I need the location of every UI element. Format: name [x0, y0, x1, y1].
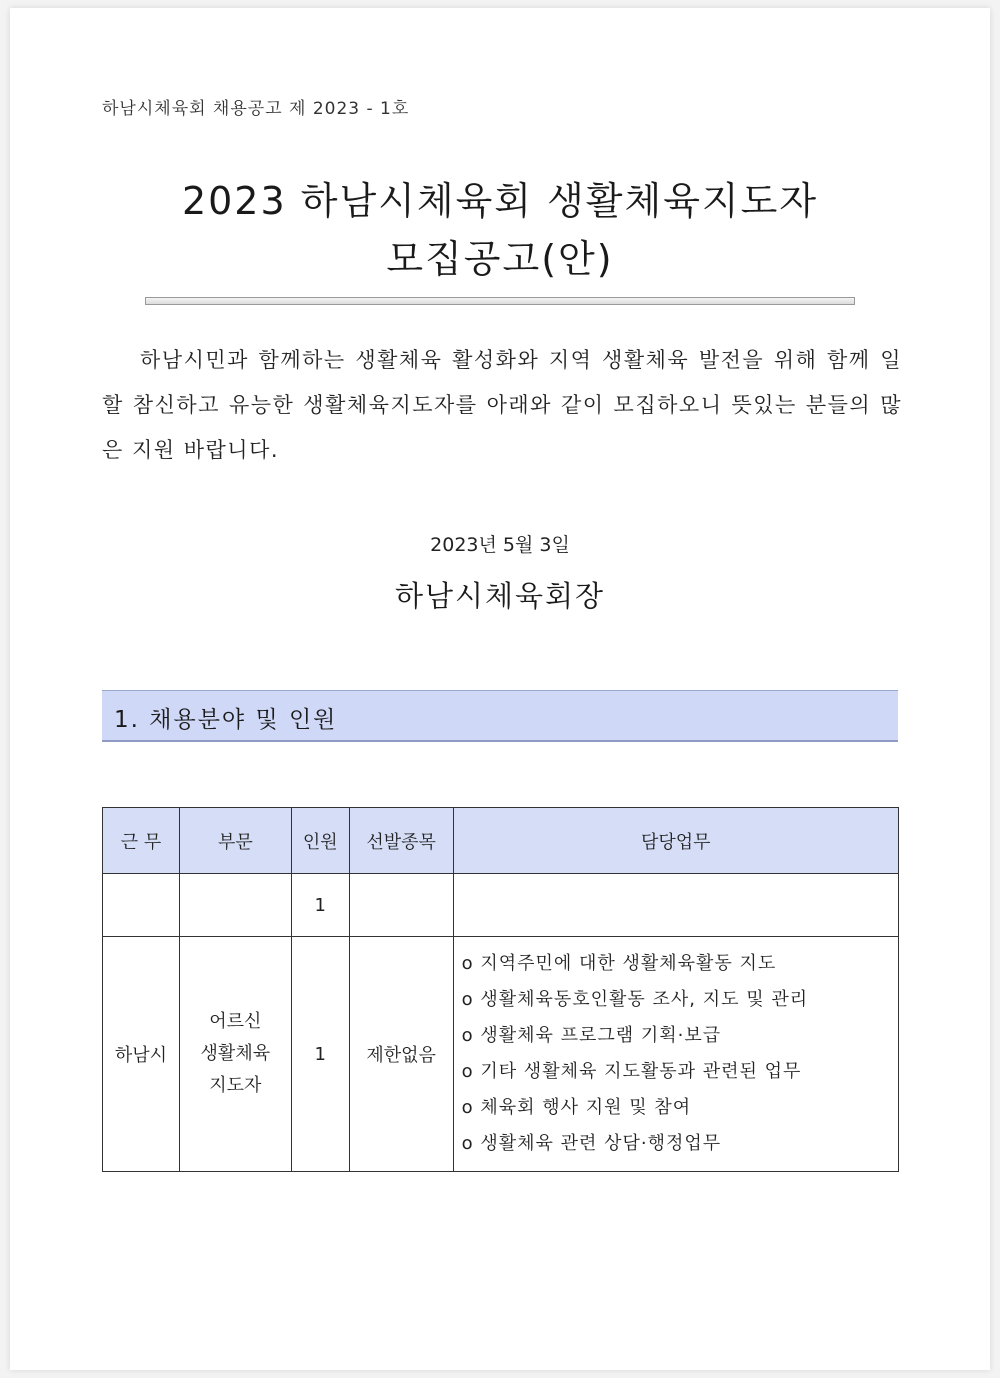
document-title-line1: 2023 하남시체육회 생활체육지도자: [181, 179, 819, 223]
duty-list: [462, 946, 898, 1162]
header-location: 근 무: [103, 808, 180, 874]
cell-count: 1: [291, 937, 349, 1172]
announcement-date: 2023년 5월 3일: [430, 534, 570, 556]
duty-item: o 생활체육동호인활동 조사, 지도 및 관리: [461, 989, 809, 1010]
department-line: 어르신: [209, 1011, 262, 1032]
cell-location: [103, 874, 180, 937]
header-duties: 담당업무: [453, 808, 898, 874]
cell-event: [349, 874, 453, 937]
department-line: 지도자: [209, 1075, 262, 1096]
table-header-row: [103, 808, 899, 874]
intro-paragraph: 하남시민과 함께하는 생활체육 활성화와 지역 생활체육 발전을 위해 함께 일할 참신하고 유능한 생활체육지도자를 아래와 같이 모집하오니 뜻있는 분들의 많은 지원 바랍니다.: [102, 348, 902, 462]
cell-location: 하남시: [103, 937, 180, 1172]
duty-item: o 생활체육 프로그램 기획·보급: [461, 1025, 722, 1046]
document-title-line2: 모집공고(안): [386, 237, 614, 281]
header-event: 선발종목: [349, 808, 453, 874]
issuer-name: 하남시체육회장: [394, 579, 606, 613]
duty-item: o 체육회 행사 지원 및 참여: [461, 1097, 692, 1118]
cell-event: 제한없음: [349, 937, 453, 1172]
header-department: 부문: [179, 808, 291, 874]
table-row: [103, 937, 899, 1172]
cell-department: [179, 937, 291, 1172]
cell-department: [179, 874, 291, 937]
section-heading-bar: [102, 690, 898, 742]
duty-item: o 기타 생활체육 지도활동과 관련된 업무: [461, 1061, 802, 1082]
duty-item: o 지역주민에 대한 생활체육활동 지도: [461, 953, 777, 974]
cell-duties: [453, 874, 898, 937]
recruitment-table: [102, 807, 899, 1172]
table-row: [103, 874, 899, 937]
duty-item: o 생활체육 관련 상담·행정업무: [461, 1133, 722, 1154]
department-line: 생활체육: [200, 1043, 271, 1064]
section-heading: 1. 채용분야 및 인원: [114, 707, 338, 733]
cell-count: 1: [291, 874, 349, 937]
title-divider: [145, 297, 855, 305]
notice-number: 하남시체육회 채용공고 제 2023 - 1호: [102, 99, 410, 119]
header-count: 인원: [291, 808, 349, 874]
cell-duties: [453, 937, 898, 1172]
